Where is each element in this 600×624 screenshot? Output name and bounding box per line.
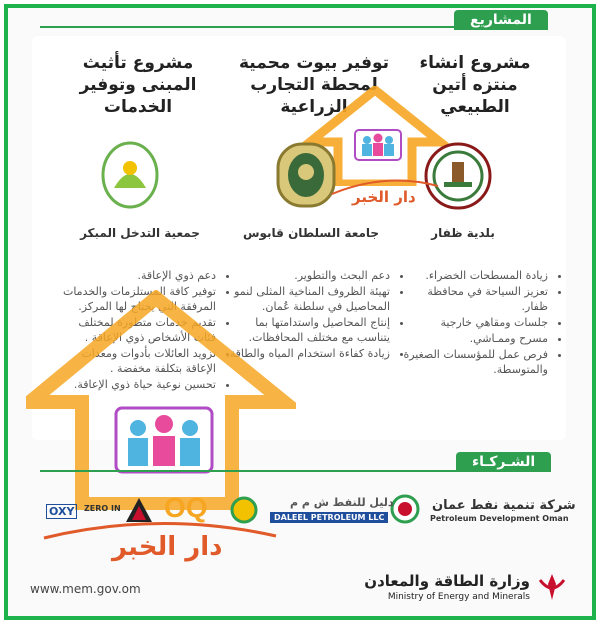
- footer-url[interactable]: www.mem.gov.om: [30, 582, 141, 596]
- org-name-1: بلدية ظفار: [431, 226, 495, 240]
- bullet-item: • تزويد العائلات بأدوات ومعدات الإعاقة بتكلفة مخفضة .: [56, 346, 216, 376]
- pdo-emblem-icon: [390, 494, 420, 524]
- daleel-logo-en: DALEEL PETROLEUM LLC: [270, 512, 388, 523]
- zero-in-logo: ZERO IN: [84, 504, 121, 513]
- bullet-item: • تهيئة الظروف المناخية المثلى لنمو المحاصيل في سلطنة عُمان.: [226, 284, 390, 314]
- bullet-item: • توفير كافة المستلزمات والخدمات المرفقة التي يحتاج لها المركز.: [56, 284, 216, 314]
- ministry-name-en: Ministry of Energy and Minerals: [387, 592, 530, 602]
- pdo-logo-en: Petroleum Development Oman: [430, 514, 569, 523]
- bullet-item: • مسرح وممـاشي.: [398, 331, 548, 346]
- oq-logo: OQ: [164, 492, 208, 523]
- project-title-1: مشروع انشاء منتزه أتين الطبيعي: [419, 53, 531, 117]
- squ-logo: [274, 140, 338, 210]
- project-title-3: مشروع تأثيث المبنى وتوفير الخدمات: [79, 53, 197, 117]
- partners-header-line: [40, 470, 460, 472]
- watermark-text-bottom: دار الخبر: [112, 532, 223, 562]
- bullet-item: • جلسات ومقاهي خارجية: [398, 315, 548, 330]
- house-arrow-bottom: [26, 290, 296, 510]
- bullets-col-1: [398, 268, 562, 378]
- bullet-item: • دعم ذوي الإعاقة.: [56, 268, 216, 283]
- bullet-item: • تحسين نوعية حياة ذوي الإعاقة.: [56, 377, 216, 392]
- bullet-item: • تعزيز السياحة في محافظة ظفار.: [398, 284, 548, 314]
- bullet-item: • إنتاج المحاصيل واستدامتها بما يتناسب مع مختلف المحافظات.: [226, 315, 390, 345]
- bullet-item: • زيادة المسطحات الخضراء.: [398, 268, 548, 283]
- ministry-name-ar: وزارة الطاقة والمعادن: [364, 572, 530, 590]
- oman-emblem-icon: [536, 570, 568, 604]
- pdo-logo-ar: شركة تنمية نفط عمان: [432, 498, 576, 513]
- projects-tab: المشاريع: [454, 10, 548, 30]
- bullet-item: • دعم البحث والتطوير.: [226, 268, 390, 283]
- bullet-item: • فرص عمل للمؤسسات الصغيرة والمتوسطة.: [398, 347, 548, 377]
- oxy-logo: OXY: [46, 504, 77, 519]
- watermark-text-top: دار الخبر: [352, 188, 416, 206]
- daleel-logo-ar: دليل للنفط ش م م: [290, 496, 394, 509]
- early-intervention-logo: [100, 140, 160, 210]
- bullet-item: • تقديم خدمات متطورة لمختلف فئات الأشخاص ذوي الإعاقة .: [56, 315, 216, 345]
- project-title-2: توفير بيوت محمية لمحطة التجارب الزراعية: [238, 53, 389, 117]
- org-name-2: جامعة السلطان قابوس: [242, 226, 380, 240]
- org-name-3: جمعية التدخل المبكر: [80, 226, 200, 240]
- projects-header-line: [40, 26, 460, 28]
- bullet-item: • زيادة كفاءة استخدام المياه والطاقة.: [226, 346, 390, 361]
- partners-tab: الشـركـاء: [456, 452, 551, 472]
